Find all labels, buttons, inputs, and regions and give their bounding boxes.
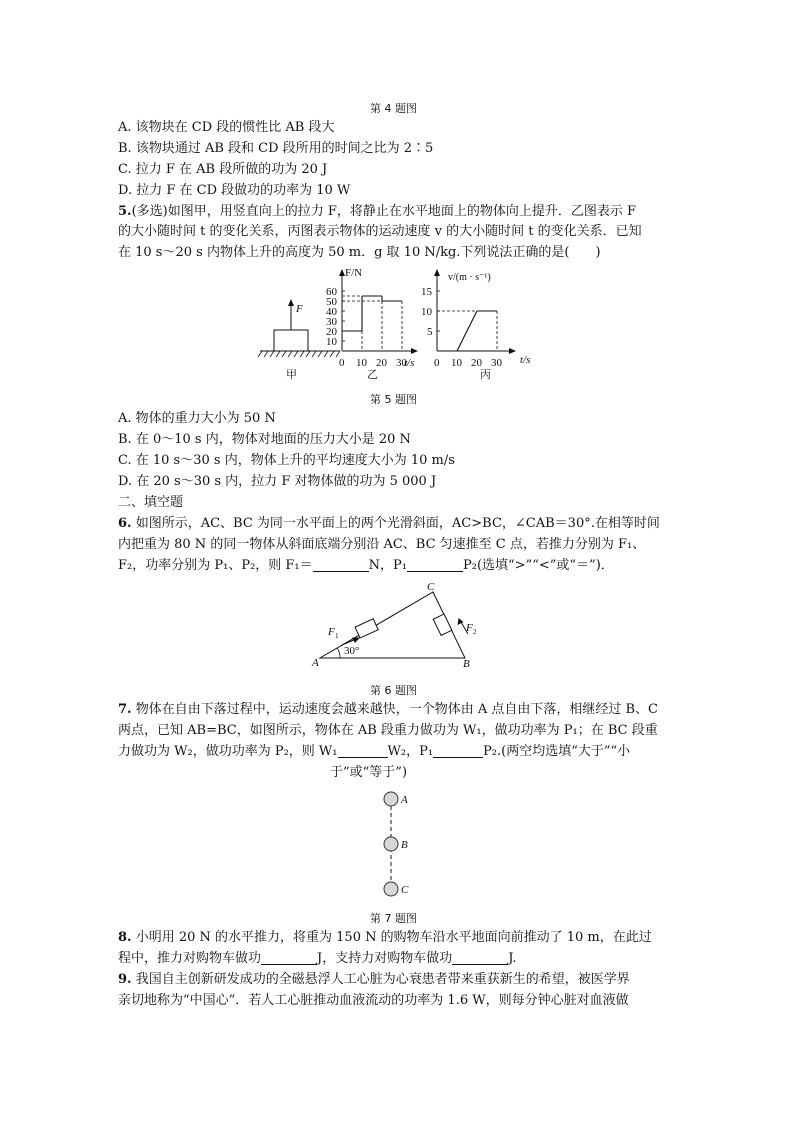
vertex-b: B xyxy=(463,658,470,670)
chart-yi-x-tick-2: 20 xyxy=(376,357,387,369)
q8-blank-2[interactable] xyxy=(452,950,508,965)
chart-yi-x-tick-0: 0 xyxy=(339,357,345,369)
q5-option-c: C. 在 10 s～30 s 内，物体上升的平均速度大小为 10 m/s xyxy=(118,453,455,468)
q7-number: 7. xyxy=(118,702,132,717)
q5-stem-line2: 的大小随时间 t 的变化关系，丙图表示物体的运动速度 v 的大小随时间 t 的变化关系．已知 xyxy=(118,224,642,239)
f2-subscript: 2 xyxy=(473,628,477,636)
chart-yi-y-tick-4: 50 xyxy=(326,296,337,308)
q9-number: 9. xyxy=(118,972,132,987)
q9-stem-line1: 9. 我国自主创新研发成功的全磁悬浮人工心脏为心衰患者带来重获新生的希望，被医学界 xyxy=(118,972,630,987)
chart-yi-y-tick-3: 40 xyxy=(326,306,337,318)
q9-stem-line2: 亲切地称为“中国心”．若人工心脏推动血液流动的功率为 1.6 W，则每分钟心脏对血液做 xyxy=(118,993,629,1008)
q4-option-b: B. 该物块通过 AB 段和 CD 段所用的时间之比为 2∶5 xyxy=(118,141,434,156)
q5-option-a: A. 物体的重力大小为 50 N xyxy=(118,411,276,426)
q7-stem-line4: 于”或“等于”) xyxy=(330,765,408,780)
chart-bing-x-tick-3: 30 xyxy=(491,357,502,369)
chart-yi-y-tick-1: 20 xyxy=(326,326,337,338)
chart-yi-ylabel: F/N xyxy=(345,267,363,279)
block-on-bc xyxy=(433,614,452,635)
q4-caption: 第 4 题图 xyxy=(370,102,417,115)
q4-option-a: A. 该物块在 CD 段的惯性比 AB 段大 xyxy=(118,120,335,135)
f1-label: F xyxy=(328,626,335,638)
chart-bing-x-tick-1: 10 xyxy=(451,357,462,369)
q7-stem-line2: 两点，已知 AB=BC，如图所示，物体在 AB 段重力做功为 W₁，做功功率为 P₁；在 BC 段重 xyxy=(118,723,658,738)
q4-option-c: C. 拉力 F 在 AB 段所做的功为 20 J xyxy=(118,162,328,177)
chart-yi-xlabel: t/s xyxy=(404,357,415,369)
chart-bing-xlabel: t/s xyxy=(520,354,531,366)
fig-jia-label: 甲 xyxy=(286,369,297,381)
chart-bing-y-tick-2: 15 xyxy=(421,286,432,298)
chart-bing-x-tick-2: 20 xyxy=(471,357,482,369)
ball-c xyxy=(384,882,398,896)
q8-number: 8. xyxy=(118,930,132,945)
q5-option-b: B. 在 0～10 s 内，物体对地面的压力大小是 20 N xyxy=(118,432,411,447)
q7-stem-line1: 7. 物体在自由下落过程中，运动速度会越来越快，一个物体由 A 点自由下落，相继经过 B、C xyxy=(118,702,658,717)
chart-bing-label: 丙 xyxy=(480,369,491,381)
point-c-label: C xyxy=(401,884,409,896)
ball-b xyxy=(384,837,398,851)
chart-bing-segment-0 xyxy=(457,311,477,351)
q8-blank-1[interactable] xyxy=(261,950,317,965)
q5-figure xyxy=(250,266,550,384)
q6-blank-1[interactable] xyxy=(313,557,369,572)
q5-caption: 第 5 题图 xyxy=(370,393,417,406)
chart-yi-label: 乙 xyxy=(367,369,378,381)
chart-bing xyxy=(421,269,530,381)
q4-option-d: D. 拉力 F 在 CD 段做功的功率为 10 W xyxy=(118,183,351,198)
q6-stem-line3: F₂，功率分别为 P₁、P₂，则 F₁＝ N，P₁ P₂(选填“>”“<”或“＝”)． xyxy=(118,558,614,573)
chart-bing-x-tick-0: 0 xyxy=(434,357,440,369)
point-b-label: B xyxy=(401,839,408,851)
f2-label: F xyxy=(466,622,473,634)
q5-stem-line1: 5.(多选)如图甲，用竖直向上的拉力 F，将静止在水平地面上的物体向上提升．乙图表示 F xyxy=(118,204,637,219)
chart-yi xyxy=(326,267,418,381)
block-on-ac xyxy=(355,619,378,638)
chart-yi-x-tick-3: 30 xyxy=(396,357,407,369)
ball-a xyxy=(384,792,398,806)
q7-stem-line3: 力做功为 W₂，做功功率为 P₂，则 W₁ W₂，P₁ P₂.(两空均选填“大于”“小 xyxy=(118,744,631,759)
chart-yi-x-tick-1: 10 xyxy=(356,357,367,369)
force-arrow-icon xyxy=(288,299,294,306)
q6-blank-2[interactable] xyxy=(407,557,463,572)
force-label: F xyxy=(296,303,303,315)
vertex-a: A xyxy=(312,657,319,669)
vertex-c: C xyxy=(427,581,435,593)
block xyxy=(274,330,308,351)
q6-stem-line2: 内把重为 80 N 的同一物体从斜面底端分别沿 AC、BC 匀速推至 C 点，若推力分别为 F₁、 xyxy=(118,537,646,552)
chart-yi-y-tick-2: 30 xyxy=(326,316,337,328)
q6-figure xyxy=(300,578,500,670)
chart-yi-y-tick-0: 10 xyxy=(326,336,337,348)
f1-subscript: 1 xyxy=(335,632,339,640)
q5-stem-line3: 在 10 s～20 s 内物体上升的高度为 50 m．g 取 10 N/kg.下列说法正确的是( ) xyxy=(118,245,601,260)
chart-bing-ylabel: v/(m · s⁻¹) xyxy=(448,272,491,283)
q6-number: 6. xyxy=(118,516,132,531)
chart-yi-y-tick-5: 60 xyxy=(326,286,337,298)
section-title: 二、填空题 xyxy=(118,495,184,510)
q7-blank-2[interactable] xyxy=(433,743,483,758)
q8-stem-line1: 8. 小明用 20 N 的水平推力，将重为 150 N 的购物车沿水平地面向前推动了 10 m，在此过 xyxy=(118,930,652,945)
q5-number: 5. xyxy=(118,204,132,219)
q7-figure xyxy=(370,785,430,903)
chart-bing-y-tick-1: 10 xyxy=(421,306,432,318)
q7-caption: 第 7 题图 xyxy=(370,912,417,925)
q5-option-d: D. 在 20 s～30 s 内，拉力 F 对物体做的功为 5 000 J xyxy=(118,474,437,489)
q6-caption: 第 6 题图 xyxy=(370,684,417,697)
point-a-label: A xyxy=(401,794,408,806)
q8-stem-line2: 程中，推力对购物车做功 J，支持力对购物车做功 J. xyxy=(118,951,517,966)
q6-stem-line1: 6. 如图所示，AC、BC 为同一水平面上的两个光滑斜面，AC>BC，∠CAB＝30°.在相等时间 xyxy=(118,516,660,531)
q7-blank-1[interactable] xyxy=(338,743,388,758)
angle-label: 30° xyxy=(344,645,360,657)
chart-bing-y-tick-0: 5 xyxy=(427,326,433,338)
